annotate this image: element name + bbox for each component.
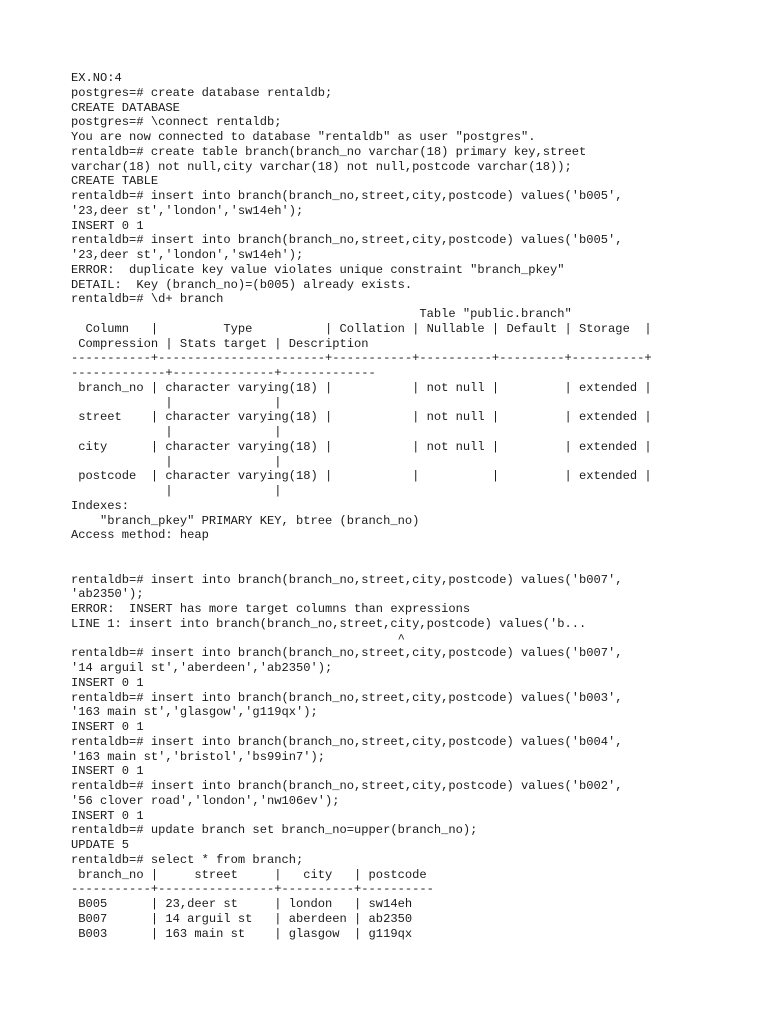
text-line: UPDATE 5 bbox=[71, 838, 130, 852]
text-line: '163 main st','glasgow','g119qx'); bbox=[71, 705, 318, 720]
text-line: postcode | character varying(18) | | | | extended | bbox=[71, 469, 652, 484]
text-line: rentaldb=# \d+ branch bbox=[71, 292, 224, 307]
text-line: varchar(18) not null,city varchar(18) not null,postcode varchar(18)); bbox=[71, 159, 572, 174]
text-line: Column | Type | Collation | Nullable | Default | Storage | bbox=[71, 321, 652, 336]
text-line: EX.NO:4 bbox=[71, 71, 122, 85]
text-line: You are now connected to database "rentaldb" as user "postgres". bbox=[71, 130, 536, 144]
text-line: -------------+--------------+------------- bbox=[71, 366, 376, 380]
text-line: LINE 1: insert into branch(branch_no,street,city,postcode) values('b... bbox=[71, 616, 587, 631]
text-line: | | bbox=[71, 395, 282, 410]
text-line: branch_no | character varying(18) | | not null | | extended | bbox=[71, 380, 652, 395]
text-line: DETAIL: Key (branch_no)=(b005) already exists. bbox=[71, 277, 413, 292]
text-line: rentaldb=# insert into branch(branch_no,street,city,postcode) values('b005', bbox=[71, 189, 623, 203]
text-line: INSERT 0 1 bbox=[71, 808, 144, 823]
text-line: Table "public.branch" bbox=[71, 307, 572, 321]
text-line: "branch_pkey" PRIMARY KEY, btree (branch_no) bbox=[71, 513, 420, 528]
text-line: ERROR: INSERT has more target columns than expressions bbox=[71, 602, 471, 616]
text-line: postgres=# create database rentaldb; bbox=[71, 85, 333, 100]
text-line: INSERT 0 1 bbox=[71, 675, 144, 690]
text-line: INSERT 0 1 bbox=[71, 218, 144, 233]
text-line: rentaldb=# insert into branch(branch_no,street,city,postcode) values('b002', bbox=[71, 779, 623, 793]
text-line: '23,deer st','london','sw14eh'); bbox=[71, 248, 304, 262]
text-line: ERROR: duplicate key value violates unique constraint "branch_pkey" bbox=[71, 262, 565, 277]
text-line: ^ bbox=[71, 631, 405, 646]
text-line: street | character varying(18) | | not null | | extended | bbox=[71, 410, 652, 425]
text-line: postgres=# \connect rentaldb; bbox=[71, 115, 282, 130]
terminal-transcript bbox=[71, 71, 751, 941]
text-line: city | character varying(18) | | not null | | extended | bbox=[71, 439, 652, 454]
text-line bbox=[71, 543, 751, 558]
text-line: '23,deer st','london','sw14eh'); bbox=[71, 203, 304, 218]
text-line: Access method: heap bbox=[71, 528, 209, 543]
text-line: rentaldb=# select * from branch; bbox=[71, 852, 304, 867]
text-line bbox=[71, 558, 751, 573]
text-line: Compression | Stats target | Description bbox=[71, 336, 369, 351]
text-line: rentaldb=# insert into branch(branch_no,street,city,postcode) values('b005', bbox=[71, 233, 623, 248]
text-line: -----------+-----------------------+-----------+----------+---------+----------+ bbox=[71, 351, 652, 366]
text-line: '56 clover road','london','nw106ev'); bbox=[71, 793, 340, 808]
text-line: CREATE DATABASE bbox=[71, 100, 180, 115]
text-line: Indexes: bbox=[71, 498, 130, 513]
text-line: rentaldb=# update branch set branch_no=upper(branch_no); bbox=[71, 823, 478, 838]
text-line: | | bbox=[71, 425, 282, 439]
text-line: -----------+----------------+----------+---------- bbox=[71, 882, 434, 897]
text-line: '14 arguil st','aberdeen','ab2350'); bbox=[71, 661, 333, 675]
text-line: rentaldb=# insert into branch(branch_no,street,city,postcode) values('b007', bbox=[71, 572, 623, 587]
text-line: CREATE TABLE bbox=[71, 174, 159, 189]
text-line: rentaldb=# create table branch(branch_no varchar(18) primary key,street bbox=[71, 144, 587, 159]
document-page bbox=[71, 71, 751, 941]
text-line: INSERT 0 1 bbox=[71, 720, 144, 734]
text-line: INSERT 0 1 bbox=[71, 764, 144, 779]
text-line: | | bbox=[71, 484, 282, 498]
text-line: B005 | 23,deer st | london | sw14eh bbox=[71, 897, 413, 911]
text-line: '163 main st','bristol','bs99in7'); bbox=[71, 749, 326, 764]
text-line: B007 | 14 arguil st | aberdeen | ab2350 bbox=[71, 911, 413, 926]
text-line: rentaldb=# insert into branch(branch_no,street,city,postcode) values('b007', bbox=[71, 646, 623, 661]
text-line: branch_no | street | city | postcode bbox=[71, 867, 427, 882]
text-line: | | bbox=[71, 454, 282, 469]
text-line: B003 | 163 main st | glasgow | g119qx bbox=[71, 926, 413, 941]
text-line: rentaldb=# insert into branch(branch_no,street,city,postcode) values('b004', bbox=[71, 734, 623, 749]
text-line: rentaldb=# insert into branch(branch_no,street,city,postcode) values('b003', bbox=[71, 690, 623, 705]
text-line: 'ab2350'); bbox=[71, 587, 144, 602]
